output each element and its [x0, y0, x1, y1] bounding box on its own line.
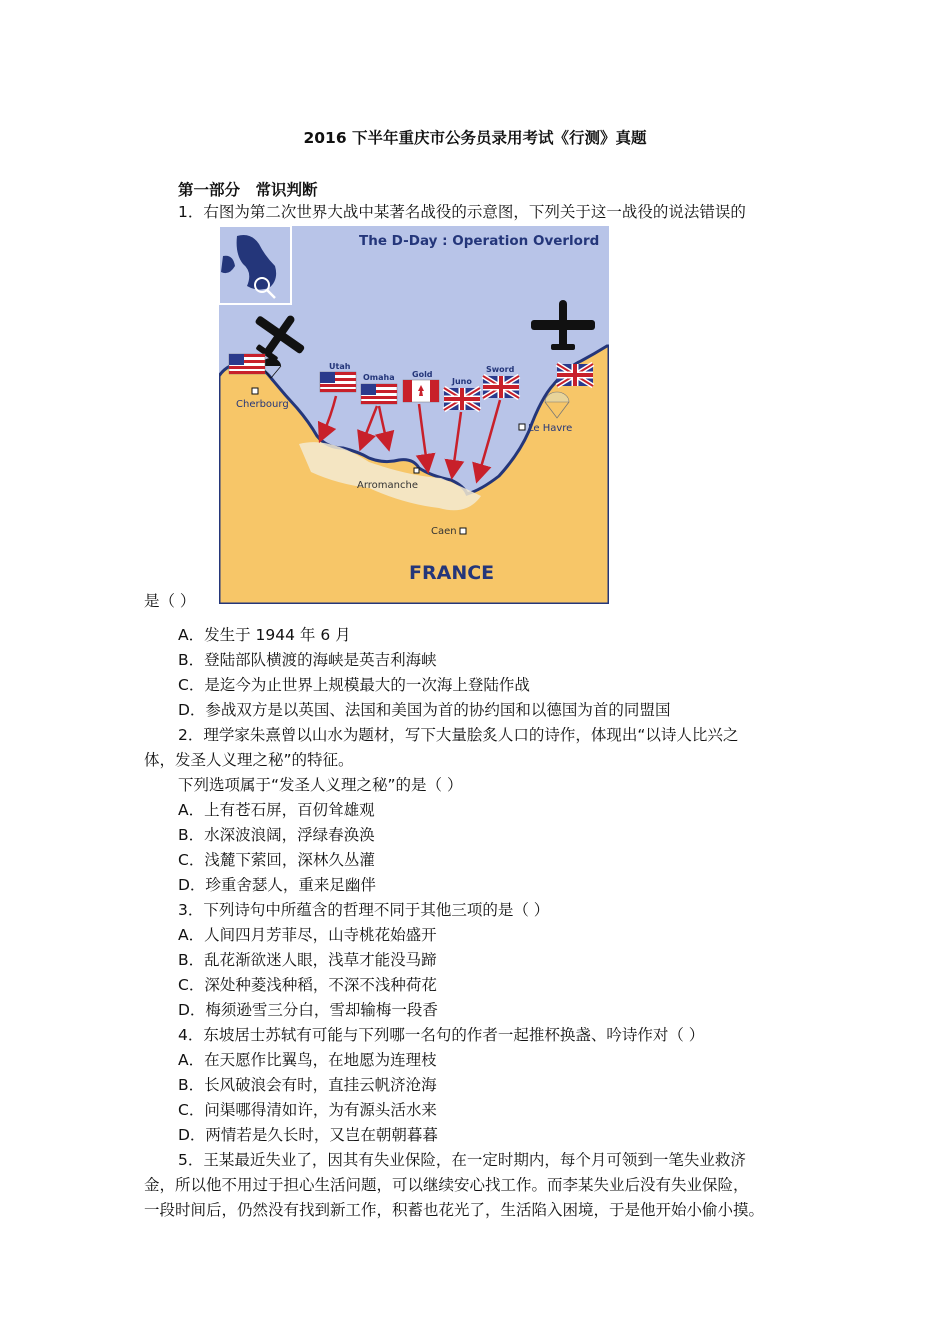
question-1-option-c: C．是迄今为止世界上规模最大的一次海上登陆作战	[178, 676, 530, 694]
flag-utah	[320, 372, 356, 392]
question-2-option-d: D．珍重舍瑟人，重来足幽伴	[178, 876, 376, 894]
question-4-option-a: A．在天愿作比翼鸟，在地愿为连理枝	[178, 1051, 437, 1069]
question-2-stem-line-1: 2．理学家朱熹曾以山水为题材，写下大量脍炙人口的诗作，体现出“以诗人比兴之	[178, 726, 739, 744]
question-1-option-d: D．参战双方是以英国、法国和美国为首的协约国和以德国为首的同盟国	[178, 701, 671, 719]
flag-uk-east	[557, 364, 593, 386]
question-3-option-a: A．人间四月芳菲尽，山寺桃花始盛开	[178, 926, 437, 944]
question-1-stem-tail: 是（ ）	[144, 592, 196, 610]
le-havre-marker	[519, 424, 525, 430]
document-title: 2016 下半年重庆市公务员录用考试《行测》真题	[303, 129, 647, 147]
question-4-option-d: D．两情若是久长时，又岂在朝朝暮暮	[178, 1126, 438, 1144]
flag-juno	[444, 388, 480, 410]
question-1-stem: 1．右图为第二次世界大战中某著名战役的示意图，下列关于这一战役的说法错误的	[178, 203, 746, 221]
place-label-arromanche: Arromanche	[357, 480, 418, 491]
flag-sword	[483, 376, 519, 398]
place-label-cherbourg: Cherbourg	[236, 399, 289, 410]
beach-label-gold: Gold	[412, 370, 433, 379]
beach-label-utah: Utah	[329, 362, 351, 371]
beach-label-omaha: Omaha	[363, 373, 395, 382]
question-2-stem-line-2: 体，发圣人义理之秘”的特征。	[144, 751, 354, 769]
beach-label-juno: Juno	[452, 377, 472, 386]
question-2-option-b: B．水深波浪阔，浮绿春涣涣	[178, 826, 375, 844]
place-label-le-havre: Le Havre	[528, 423, 573, 434]
map-title: The D-Day : Operation Overlord	[359, 233, 600, 249]
question-3-stem: 3．下列诗句中所蕴含的哲理不同于其他三项的是（ ）	[178, 901, 550, 919]
question-2-option-c: C．浅麓下萦回，深林久丛灌	[178, 851, 375, 869]
question-4-stem: 4．东坡居士苏轼有可能与下列哪一名句的作者一起推杯换盏、吟诗作对（ ）	[178, 1026, 705, 1044]
question-2-stem-line-3: 下列选项属于“发圣人义理之秘”的是（ ）	[178, 776, 463, 794]
flag-us-west	[229, 354, 265, 374]
flag-gold	[403, 380, 439, 402]
question-4-option-c: C．问渠哪得清如许，为有源头活水来	[178, 1101, 437, 1119]
flag-omaha	[361, 384, 397, 404]
question-3-option-d: D．梅须逊雪三分白，雪却输梅一段香	[178, 1001, 438, 1019]
place-label-caen: Caen	[431, 526, 457, 537]
question-4-option-b: B．长风破浪会有时，直挂云帆济沧海	[178, 1076, 437, 1094]
question-3-option-b: B．乱花渐欲迷人眼，浅草才能没马蹄	[178, 951, 437, 969]
question-5-stem-line-1: 5．王某最近失业了，因其有失业保险，在一定时期内，每个月可领到一笔失业救济	[178, 1151, 746, 1169]
question-5-stem-line-2: 金，所以他不用过于担心生活问题，可以继续安心找工作。而李某失业后没有失业保险，	[144, 1176, 749, 1194]
question-2-option-a: A．上有苍石屏，百仞耸雄观	[178, 801, 375, 819]
question-1-option-b: B．登陆部队横渡的海峡是英吉利海峡	[178, 651, 437, 669]
country-label: FRANCE	[409, 562, 495, 584]
question-1-option-a: A．发生于 1944 年 6 月	[178, 626, 351, 644]
cherbourg-marker	[252, 388, 258, 394]
dday-map	[219, 226, 609, 604]
question-3-option-c: C．深处种菱浅种稻，不深不浅种荷花	[178, 976, 437, 994]
section-heading: 第一部分 常识判断	[178, 181, 318, 199]
caen-marker	[460, 528, 466, 534]
question-5-stem-line-3: 一段时间后，仍然没有找到新工作，积蓄也花光了，生活陷入困境，于是他开始小偷小摸。	[144, 1201, 765, 1219]
arromanche-marker	[414, 468, 419, 473]
beach-label-sword: Sword	[486, 365, 515, 374]
